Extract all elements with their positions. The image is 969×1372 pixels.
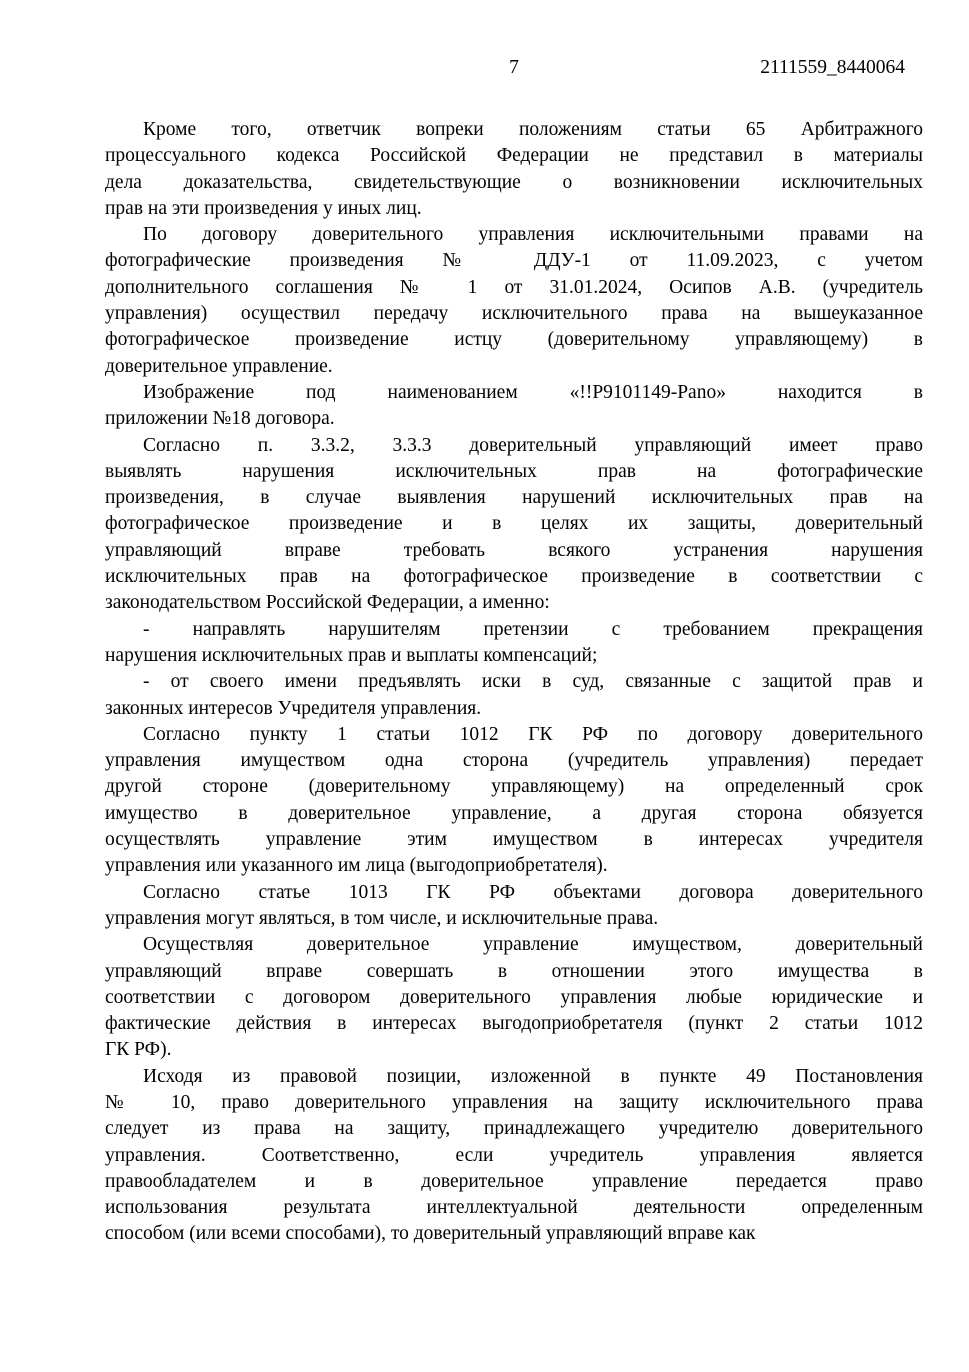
text-line: соответствии с договором доверительного управления любые юридические и (105, 986, 923, 1008)
text-line: Исходя из правовой позиции, изложенной в пункте 49 Постановления (143, 1065, 923, 1087)
text-line: другой стороне (доверительному управляющему) на определенный срок (105, 776, 923, 798)
paragraph (105, 932, 923, 1063)
text-line: прав на эти произведения у иных лиц. (105, 197, 422, 219)
text-line: Согласно пункту 1 статьи 1012 ГК РФ по договору доверительного (143, 723, 923, 745)
text-line: правообладателем и в доверительное управление передается право (105, 1170, 923, 1192)
text-line: Кроме того, ответчик вопреки положениям статьи 65 Арбитражного (143, 119, 923, 140)
text-line: дополнительного соглашения № 1 от 31.01.2024, Осипов А.В. (учредитель (105, 276, 923, 298)
text-line: - направлять нарушителям претензии с требованием прекращения (143, 618, 923, 640)
text-line: Изображение под наименованием «!!P9101149-Pano» находится в (143, 381, 923, 403)
text-line: По договору доверительного управления исключительными правами на (143, 224, 923, 246)
text-line: дела доказательства, свидетельствующие о возникновении исключительных (105, 171, 923, 193)
text-line: следует из права на защиту, принадлежащего учредителю доверительного (105, 1118, 923, 1140)
text-line: управления) осуществил передачу исключительного права на вышеуказанное (105, 303, 923, 325)
text-line: использования результата интеллектуальной деятельности определенным (105, 1197, 923, 1219)
text-line: управляющий вправе требовать всякого устранения нарушения (105, 539, 923, 561)
paragraph (105, 433, 923, 617)
paragraph (105, 380, 923, 433)
text-line: доверительное управление. (105, 355, 333, 377)
text-line: выявлять нарушения исключительных прав на фотографические (105, 460, 923, 482)
text-line: осуществлять управление этим имуществом в интересах учредителя (105, 829, 923, 851)
paragraph (105, 669, 923, 722)
document-id: 2111559_8440064 (760, 57, 905, 78)
paragraph (105, 1064, 923, 1248)
paragraph (105, 617, 923, 670)
text-line: управляющий вправе совершать в отношении этого имущества в (105, 960, 923, 982)
text-line: фактические действия в интересах выгодоприобретателя (пункт 2 статьи 1012 (105, 1013, 923, 1035)
text-line: ГК РФ). (105, 1039, 172, 1061)
text-line: управления имуществом одна сторона (учредитель управления) передает (105, 750, 923, 772)
text-line: фотографические произведения № ДДУ-1 от 11.09.2023, с учетом (105, 250, 923, 272)
text-line: управления. Соответственно, если учредитель управления является (105, 1144, 923, 1166)
paragraph (105, 117, 923, 222)
page-number: 7 (509, 57, 519, 78)
page-header (105, 54, 923, 81)
paragraph (105, 722, 923, 880)
text-line: Осуществляя доверительное управление имуществом, доверительный (143, 934, 923, 956)
text-line: нарушения исключительных прав и выплаты компенсаций; (105, 644, 598, 666)
paragraph (105, 880, 923, 933)
text-line: № 10, право доверительного управления на защиту исключительного права (105, 1091, 923, 1113)
text-line: - от своего имени предъявлять иски в суд, связанные с защитой прав и (143, 671, 923, 693)
text-line: исключительных прав на фотографическое произведение в соответствии с (105, 566, 923, 588)
text-line: процессуального кодекса Российской Федерации не представил в материалы (105, 145, 923, 167)
text-line: управления или указанного им лица (выгодоприобретателя). (105, 855, 608, 877)
text-line: Согласно п. 3.3.2, 3.3.3 доверительный управляющий имеет право (143, 434, 923, 456)
text-line: имущество в доверительное управление, а другая сторона обязуется (105, 802, 923, 824)
text-line: фотографическое произведение и в целях их защиты, доверительный (105, 513, 923, 535)
text-line: законных интересов Учредителя управления. (105, 697, 482, 719)
text-line: управления могут являться, в том числе, и исключительные права. (105, 907, 659, 929)
text-line: приложении №18 договора. (105, 408, 335, 430)
paragraph (105, 222, 923, 380)
text-line: законодательством Российской Федерации, а именно: (105, 592, 550, 614)
text-line: Согласно статье 1013 ГК РФ объектами договора доверительного (143, 881, 923, 903)
document-body (105, 117, 923, 1248)
text-line: фотографическое произведение истцу (доверительному управляющему) в (105, 329, 923, 351)
text-line: способом (или всеми способами), то доверительный управляющий вправе как (105, 1223, 756, 1245)
text-line: произведения, в случае выявления нарушений исключительных прав на (105, 487, 923, 509)
